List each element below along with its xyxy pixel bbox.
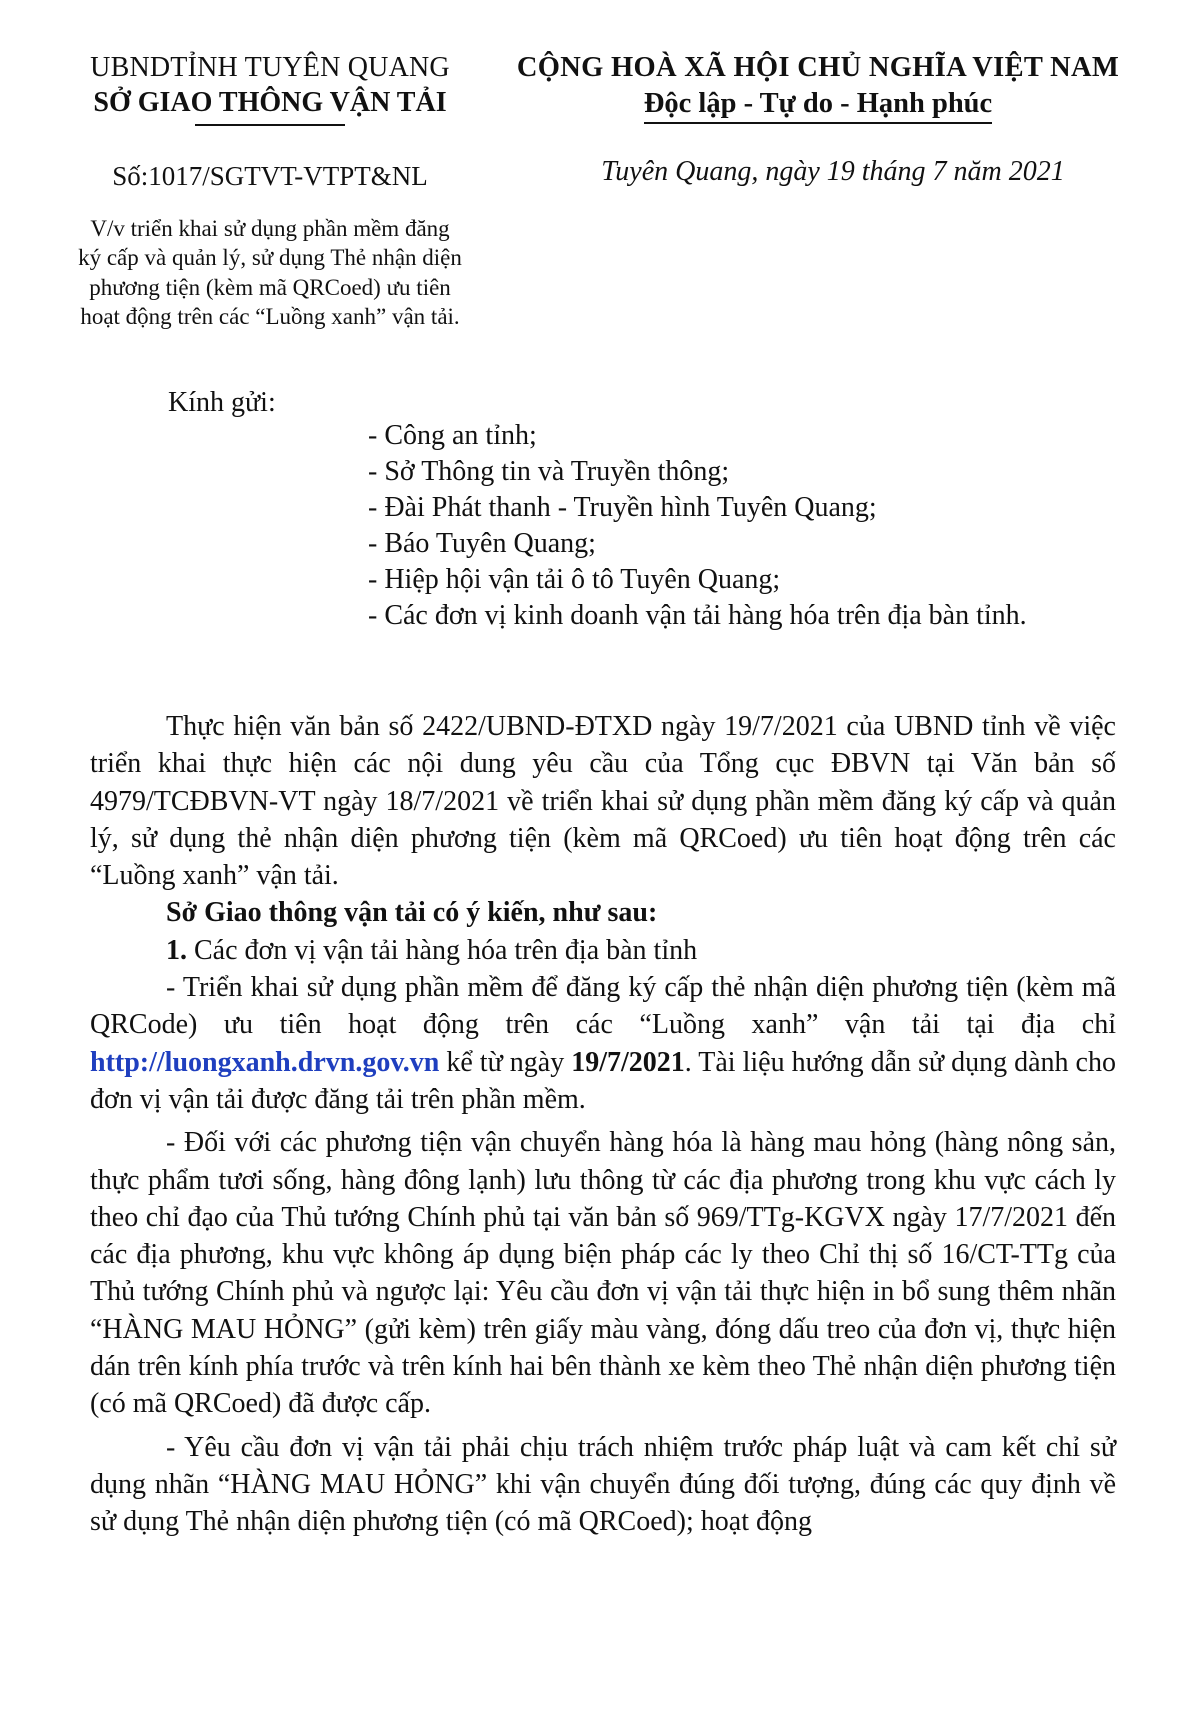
document-body bbox=[90, 708, 1116, 1541]
recipient-item: - Công an tỉnh; bbox=[368, 420, 537, 451]
issuer-underline bbox=[195, 124, 345, 126]
recipient-item: - Báo Tuyên Quang; bbox=[368, 528, 596, 559]
opinion-heading: Sở Giao thông vận tải có ý kiến, như sau: bbox=[166, 897, 658, 929]
paragraph-text: . Tài liệu hướng dẫn sử dụng dành cho đơn vị vận tải được đăng tải trên phần mềm. bbox=[90, 1046, 1116, 1115]
paragraph-perishable-goods: - Đối với các phương tiện vận chuyển hàng hóa là hàng mau hỏng (hàng nông sản, thực phẩm tươi sống, hàng đông lạnh) lưu thông từ các địa phương trong khu vực cách ly theo chỉ đạo của Thủ tướng Chính phủ tại văn bản số 969/TTg-KGVX ngày 17/7/2021 đến các địa phương, khu vực không áp dụng biện pháp các ly theo Chỉ thị số 16/CT-TTg của Thủ tướng Chính phủ và ngược lại: Yêu cầu đơn vị vận tải thực hiện in bổ sung thêm nhãn “HÀNG MAU HỎNG” (gửi kèm) trên giấy màu vàng, đóng dấu treo của đơn vị, thực hiện dán trên kính phía trước và trên kính hai bên thành xe kèm theo Thẻ nhận diện phương tiện (có mã QRCoed) đã được cấp. bbox=[90, 1127, 1116, 1420]
issuer-parent-org: UBNDTỈNH TUYÊN QUANG bbox=[90, 52, 450, 83]
recipient-item: - Các đơn vị kinh doanh vận tải hàng hóa trên địa bàn tỉnh. bbox=[368, 600, 1027, 631]
place-date: Tuyên Quang, ngày 19 tháng 7 năm 2021 bbox=[601, 156, 1065, 188]
document-subject: V/v triển khai sử dụng phần mềm đăng ký cấp và quản lý, sử dụng Thẻ nhận diện phương tiện (kèm mã QRCoed) ưu tiên hoạt động trên các “Luồng xanh” vận tải. bbox=[78, 215, 462, 330]
paragraph-text: - Triển khai sử dụng phần mềm để đăng ký cấp thẻ nhận diện phương tiện (kèm mã QRCode) ưu tiên hoạt động trên các “Luồng xanh” vận tải tại địa chỉ bbox=[90, 972, 1116, 1041]
luongxanh-link[interactable]: http://luongxanh.drvn.gov.vn bbox=[90, 1046, 440, 1078]
recipient-item: - Sở Thông tin và Truyền thông; bbox=[368, 456, 730, 487]
paragraph-software-registration bbox=[90, 969, 1116, 1118]
national-motto: Độc lập - Tự do - Hạnh phúc bbox=[644, 86, 992, 125]
issuer-block bbox=[70, 50, 470, 332]
section-1-title: Các đơn vị vận tải hàng hóa trên địa bàn tỉnh bbox=[187, 934, 698, 966]
issuer-org: SỞ GIAO THÔNG VẬN TẢI bbox=[93, 87, 447, 118]
intro-paragraph: Thực hiện văn bản số 2422/UBND-ĐTXD ngày 19/7/2021 của UBND tỉnh về việc triển khai thực hiện các nội dung yêu cầu của Tổng cục ĐBVN tại Văn bản số 4979/TCĐBVN-VT ngày 18/7/2021 về triển khai sử dụng phần mềm đăng ký cấp và quản lý, sử dụng thẻ nhận diện phương tiện (kèm mã QRCoed) ưu tiên hoạt động trên các “Luồng xanh” vận tải. bbox=[90, 711, 1116, 892]
section-1-number: 1. bbox=[166, 934, 187, 966]
national-header bbox=[468, 50, 1168, 189]
recipient-item: - Hiệp hội vận tải ô tô Tuyên Quang; bbox=[368, 564, 781, 595]
recipient-list bbox=[368, 418, 1106, 634]
paragraph-text: kể từ ngày bbox=[439, 1046, 572, 1078]
paragraph-responsibility: - Yêu cầu đơn vị vận tải phải chịu trách nhiệm trước pháp luật và cam kết chỉ sử dụng nhãn “HÀNG MAU HỎNG” khi vận chuyển đúng đối tượng, đúng các quy định về sử dụng Thẻ nhận diện phương tiện (có mã QRCoed); hoạt động bbox=[90, 1431, 1116, 1538]
recipient-item: - Đài Phát thanh - Truyền hình Tuyên Quang; bbox=[368, 492, 877, 523]
start-date: 19/7/2021 bbox=[571, 1046, 685, 1078]
national-title: CỘNG HOÀ XÃ HỘI CHỦ NGHĨA VIỆT NAM bbox=[516, 52, 1120, 83]
greeting: Kính gửi: bbox=[168, 387, 276, 418]
section-1-heading bbox=[90, 932, 1116, 969]
document-number: Số:1017/SGTVT-VTPT&NL bbox=[112, 161, 428, 191]
